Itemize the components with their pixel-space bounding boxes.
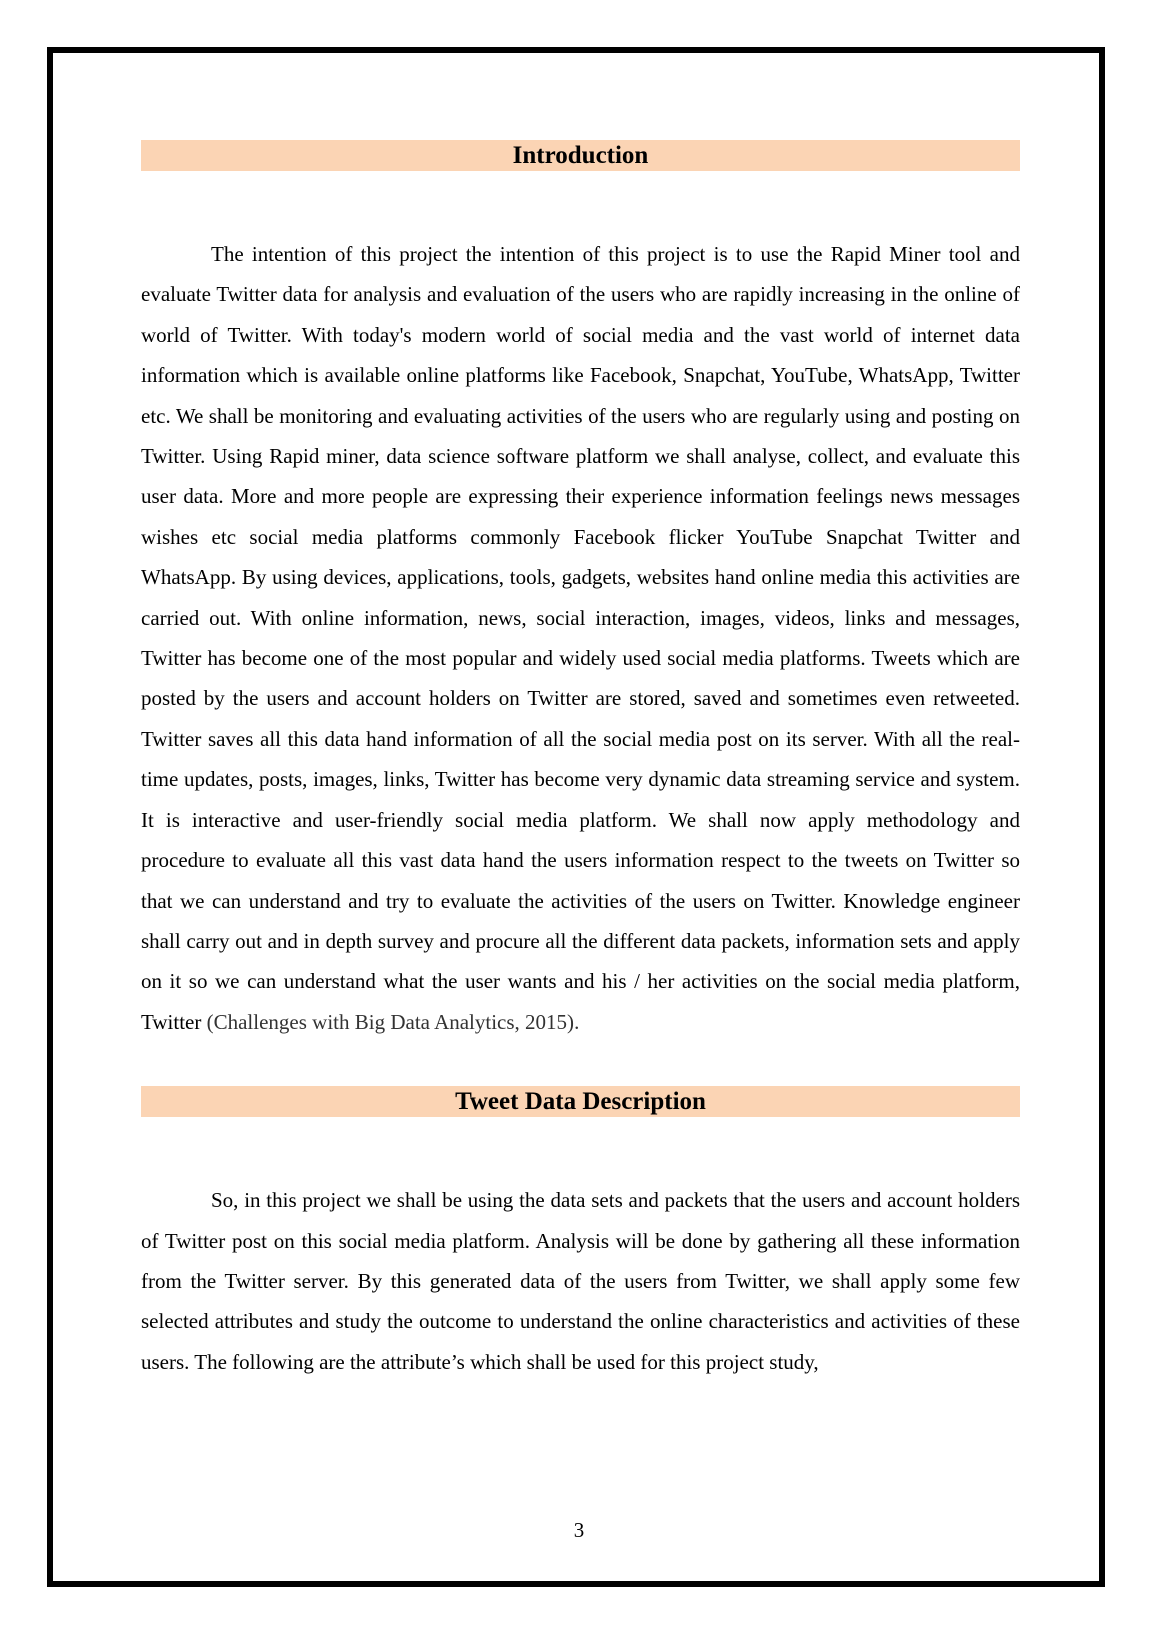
document-content [141,140,1020,1382]
citation-text: (Challenges with Big Data Analytics, 2015) [206,1009,575,1034]
introduction-heading: Introduction [141,140,1020,171]
introduction-body-text: The intention of this project the intention of this project is to use the Rapid Miner tool and evaluate Twitter data for analysis and evaluation of the users who are rapidly increasing in the online of world of Twitter. With today's modern world of social media and the vast world of internet data information which is available online platforms like Facebook, Snapchat, YouTube, WhatsApp, Twitter etc. We shall be monitoring and evaluating activities of the users who are regularly using and posting on Twitter. Using Rapid miner, data science software platform we shall analyse, collect, and evaluate this user data. More and more people are expressing their experience information feelings news messages wishes etc social media platforms commonly Facebook flicker YouTube Snapchat Twitter and WhatsApp. By using devices, applications, tools, gadgets, websites hand online media this activities are carried out. With online information, news, social interaction, images, videos, links and messages, Twitter has become one of the most popular and widely used social media platforms. Tweets which are posted by the users and account holders on Twitter are stored, saved and sometimes even retweeted. Twitter saves all this data hand information of all the social media post on its server. With all the real-time updates, posts, images, links, Twitter has become very dynamic data streaming service and system. It is interactive and user-friendly social media platform. We shall now apply methodology and procedure to evaluate all this vast data hand the users information respect to the tweets on Twitter so that we can understand and try to evaluate the activities of the users on Twitter. Knowledge engineer shall carry out and in depth survey and procure all the different data packets, information sets and apply on it so we can understand what the user wants and his / her activities on the social media platform, Twitter [141,242,1020,1034]
introduction-paragraph [141,234,1020,1042]
citation-end-punct: . [574,1009,580,1034]
tweet-data-paragraph: So, in this project we shall be using the data sets and packets that the users and account holders of Twitter post on this social media platform. Analysis will be done by gathering all these information from the Twitter server. By this generated data of the users from Twitter, we shall apply some few selected attributes and study the outcome to understand the online characteristics and activities of these users. The following are the attribute’s which shall be used for this project study, [141,1188,1020,1374]
tweet-data-heading: Tweet Data Description [141,1086,1020,1117]
page-number: 3 [573,1518,585,1542]
